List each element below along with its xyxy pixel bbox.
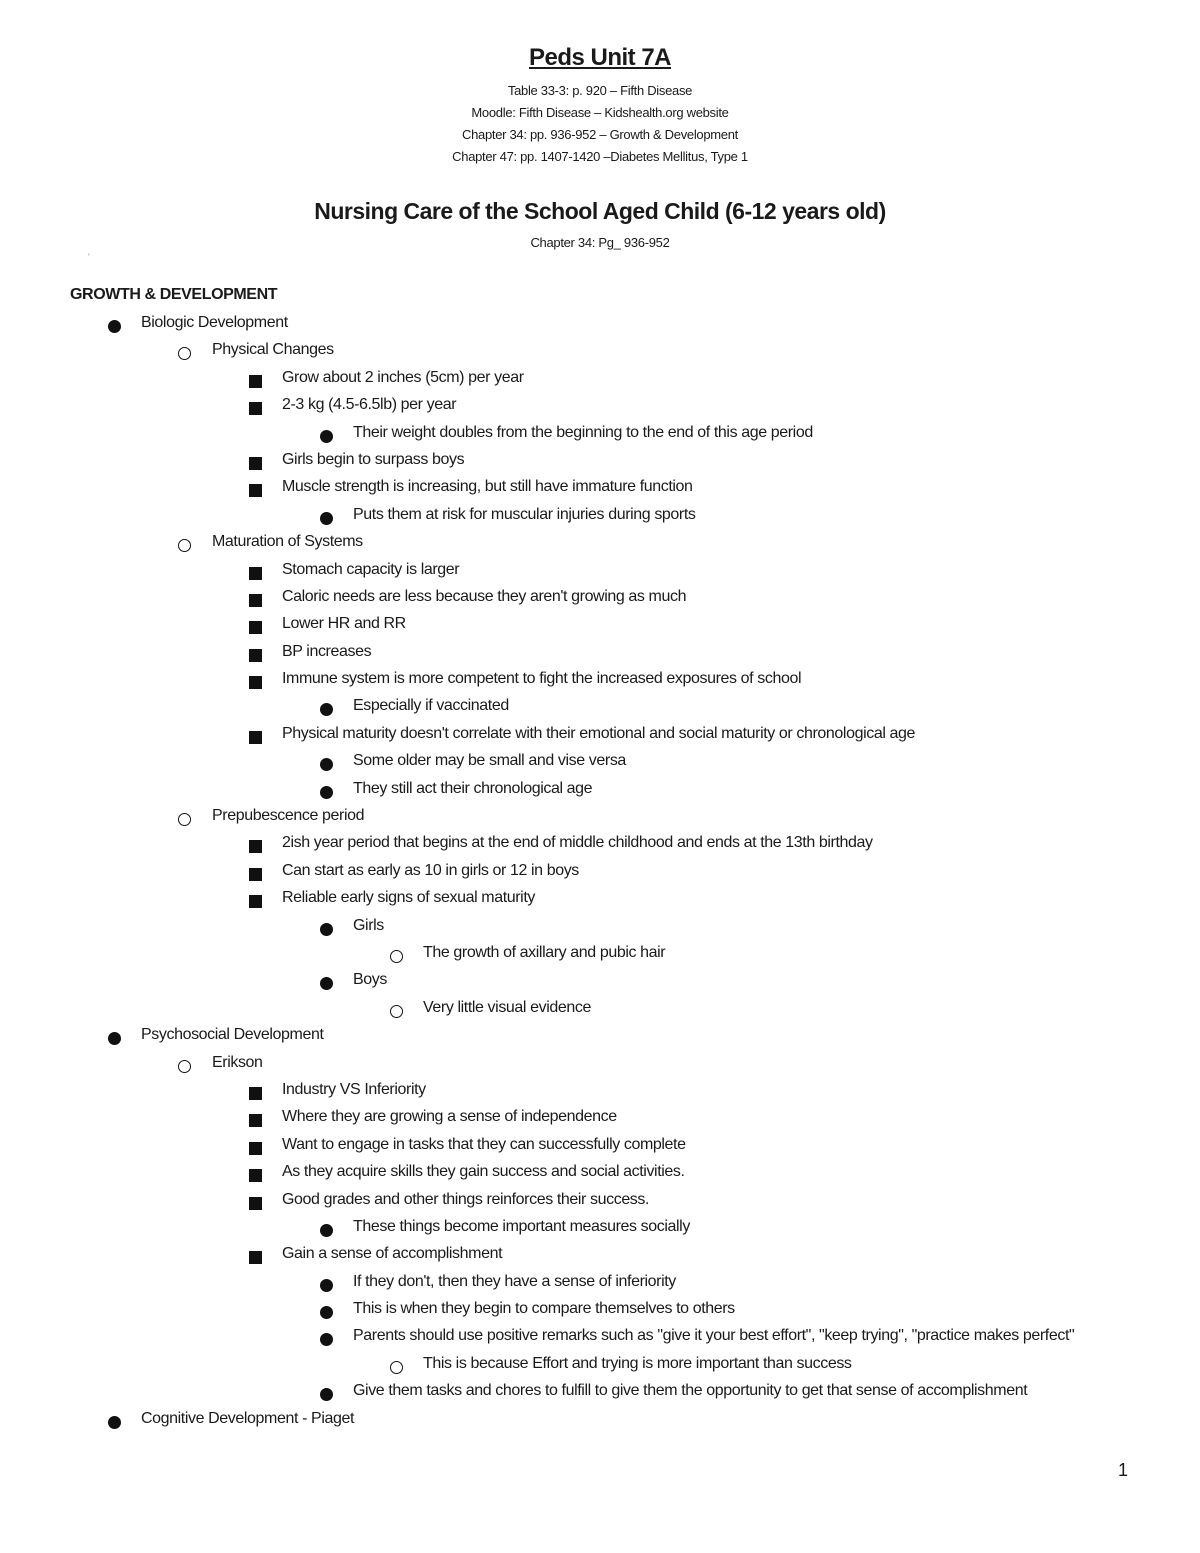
list-item-text: Physical Changes [212,341,334,359]
bullet-disc-icon [320,430,333,443]
page-number: 1 [1117,1460,1128,1480]
list-item-text: Give them tasks and chores to fulfill to give them the opportunity to get that sense of accomplishment [353,1382,1028,1400]
list-item [0,1270,1200,1297]
reference-list [0,80,1200,168]
list-item [0,1160,1200,1187]
bullet-disc-icon [320,758,333,771]
bullet-disc-icon [108,320,121,333]
list-item-text: Good grades and other things reinforces their success. [282,1190,650,1208]
list-item [0,1133,1200,1160]
list-item-text: These things become important measures socially [353,1217,690,1235]
bullet-disc-icon [108,1032,121,1045]
list-item [0,448,1200,475]
bullet-circle-icon [178,347,191,360]
bullet-disc-icon [320,1224,333,1237]
bullet-disc-icon [320,1279,333,1292]
bullet-circle-icon [390,1361,403,1374]
bullet-square-icon [249,1169,262,1182]
list-item [0,1188,1200,1215]
bullet-square-icon [249,484,262,497]
list-item-text: Their weight doubles from the beginning to the end of this age period [353,423,813,441]
list-item [0,722,1200,749]
bullet-square-icon [249,1087,262,1100]
list-item-text: Want to engage in tasks that they can successfully complete [282,1135,686,1153]
bullet-square-icon [249,402,262,415]
list-item [0,914,1200,941]
list-item-text: Where they are growing a sense of independence [282,1108,617,1126]
list-item-text: Industry VS Inferiority [282,1080,426,1098]
list-item-text: 2-3 kg (4.5-6.5lb) per year [282,396,457,414]
list-item-text: Parents should use positive remarks such as "give it your best effort", "keep trying", "practice makes perfect" [353,1327,1075,1345]
list-item [0,393,1200,420]
bullet-circle-icon [178,1060,191,1073]
reference-line: Moodle: Fifth Disease – Kidshealth.org website [471,105,729,120]
list-item [0,503,1200,530]
bullet-square-icon [249,649,262,662]
list-item [0,1297,1200,1324]
list-item [0,1078,1200,1105]
list-item-text: Gain a sense of accomplishment [282,1245,503,1263]
list-item [0,366,1200,393]
list-item [0,1407,1200,1434]
bullet-square-icon [249,895,262,908]
list-item-text: Cognitive Development - Piaget [141,1409,355,1427]
list-item-text: This is because Effort and trying is more important than success [423,1354,852,1372]
list-item-text: Biologic Development [141,314,288,331]
bullet-disc-icon [108,1416,121,1429]
bullet-square-icon [249,457,262,470]
list-item-text: Puts them at risk for muscular injuries during sports [353,505,696,523]
list-item-text: Can start as early as 10 in girls or 12 in boys [282,861,579,879]
bullet-square-icon [249,676,262,689]
bullet-circle-icon [178,539,191,552]
list-item-text: Lower HR and RR [282,615,406,633]
list-item [0,831,1200,858]
bullet-disc-icon [320,703,333,716]
list-item [0,1215,1200,1242]
bullet-disc-icon [320,1306,333,1319]
list-item [0,694,1200,721]
section-subtitle: Chapter 34: Pg_ 936-952 [530,235,670,250]
list-item-text: Girls begin to surpass boys [282,450,465,468]
list-item-text: Especially if vaccinated [353,697,509,715]
bullet-disc-icon [320,1333,333,1346]
list-item [0,530,1200,557]
bullet-square-icon [249,840,262,853]
list-item [0,338,1200,365]
bullet-circle-icon [390,950,403,963]
list-item [0,777,1200,804]
bullet-circle-icon [390,1005,403,1018]
list-item [0,859,1200,886]
list-item [0,804,1200,831]
bullet-square-icon [249,1114,262,1127]
list-item [0,886,1200,913]
list-item [0,1023,1200,1050]
list-item [0,475,1200,502]
list-item-text: If they don't, then they have a sense of inferiority [353,1272,676,1290]
list-item [0,667,1200,694]
list-item [0,421,1200,448]
bullet-square-icon [249,1197,262,1210]
list-item-text: The growth of axillary and pubic hair [423,943,666,961]
bullet-square-icon [249,868,262,881]
bullet-disc-icon [320,786,333,799]
list-item [0,1324,1200,1351]
list-item [0,585,1200,612]
list-item [0,1051,1200,1078]
list-item-text: They still act their chronological age [353,779,593,797]
list-item-text: Boys [353,971,387,989]
list-item-text: Prepubescence period [212,807,365,825]
list-item-text: Maturation of Systems [212,533,363,551]
bullet-square-icon [249,594,262,607]
list-item-text: Muscle strength is increasing, but still have immature function [282,478,693,496]
list-item [0,612,1200,639]
list-item-text: Girls [353,916,384,934]
list-item-text: Some older may be small and vise versa [353,752,626,770]
list-item [0,1242,1200,1269]
list-item-text: 2ish year period that begins at the end of middle childhood and ends at the 13th birthday [282,834,873,852]
list-item-text: BP increases [282,642,372,660]
list-item-text: Grow about 2 inches (5cm) per year [282,368,524,386]
stray-mark: ' [88,252,90,262]
reference-line: Table 33-3: p. 920 – Fifth Disease [507,83,693,98]
list-item [0,749,1200,776]
list-item-text: Erikson [212,1053,263,1071]
list-item-text: As they acquire skills they gain success and social activities. [282,1163,685,1181]
list-item-text: This is when they begin to compare themselves to others [353,1300,735,1318]
list-item-text: Reliable early signs of sexual maturity [282,889,535,907]
list-item-text: Psychosocial Development [141,1026,324,1044]
reference-line: Chapter 47: pp. 1407-1420 –Diabetes Mellitus, Type 1 [452,149,748,164]
bullet-square-icon [249,375,262,388]
list-item [0,311,1200,338]
bullet-disc-icon [320,1388,333,1401]
bullet-square-icon [249,567,262,580]
reference-line: Chapter 34: pp. 936-952 – Growth & Development [462,127,738,142]
bullet-disc-icon [320,977,333,990]
bullet-square-icon [249,1142,262,1155]
list-item [0,1352,1200,1379]
outline-list [0,311,1200,1434]
list-item [0,1379,1200,1406]
list-item [0,968,1200,995]
section-title: Nursing Care of the School Aged Child (6-12 years old) [314,198,886,224]
list-item-text: Immune system is more competent to fight the increased exposures of school [282,670,802,688]
list-item-text: Stomach capacity is larger [282,560,460,578]
section-heading: GROWTH & DEVELOPMENT [70,286,278,303]
list-item-text: Caloric needs are less because they aren't growing as much [282,587,687,605]
bullet-square-icon [249,1251,262,1264]
bullet-square-icon [249,731,262,744]
bullet-disc-icon [320,923,333,936]
document-title: Peds Unit 7A [528,44,672,71]
bullet-disc-icon [320,512,333,525]
bullet-square-icon [249,621,262,634]
list-item [0,558,1200,585]
list-item-text: Physical maturity doesn't correlate with their emotional and social maturity or chronological age [282,724,916,742]
list-item [0,1105,1200,1132]
list-item [0,640,1200,667]
bullet-circle-icon [178,813,191,826]
list-item [0,941,1200,968]
list-item-text: Very little visual evidence [423,998,591,1016]
list-item [0,996,1200,1023]
